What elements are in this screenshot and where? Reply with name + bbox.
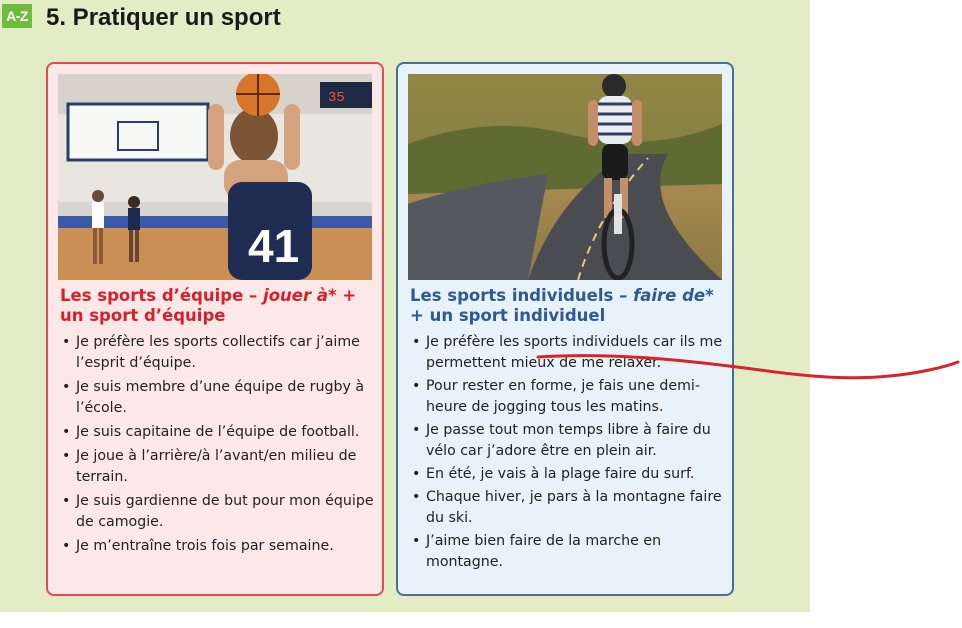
individual-sports-list	[410, 332, 728, 575]
list-item: • Pour rester en forme, je fais une demi-heure de jogging tous les matins.	[410, 376, 728, 418]
list-item: • Je préfère les sports collectifs car j’aime l’esprit d’équipe.	[60, 332, 378, 374]
list-item: • Je joue à l’arrière/à l’avant/en milieu de terrain.	[60, 446, 378, 488]
team-sports-list	[60, 332, 378, 560]
list-item: • Je suis capitaine de l’équipe de football.	[60, 422, 378, 443]
list-item: • Je suis membre d’une équipe de rugby à l’école.	[60, 377, 378, 419]
cyclist-photo	[408, 74, 722, 280]
list-item: • Je suis gardienne de but pour mon équipe de camogie.	[60, 491, 378, 533]
list-item: • Chaque hiver, je pars à la montagne faire du ski.	[410, 487, 728, 529]
glossary-badge: A-Z	[2, 4, 32, 28]
team-card-heading: Les sports d’équipe – jouer à* + un sport d’équipe	[60, 286, 357, 325]
list-item: • En été, je vais à la plage faire du surf.	[410, 464, 728, 485]
individual-sports-card	[396, 62, 734, 596]
team-sports-card	[46, 62, 384, 596]
individual-card-heading: Les sports individuels – faire de* + un sport individuel	[410, 286, 714, 325]
scoreboard-text: 35	[328, 90, 345, 106]
list-item: • Je préfère les sports individuels car ils me permettent mieux de me relaxer.	[410, 332, 728, 374]
list-item: • J’aime bien faire de la marche en montagne.	[410, 531, 728, 573]
basketball-photo	[58, 74, 372, 280]
section-title: 5. Pratiquer un sport	[46, 4, 281, 31]
list-item: • Je m’entraîne trois fois par semaine.	[60, 536, 378, 557]
jersey-number: 41	[248, 220, 300, 272]
list-item: • Je passe tout mon temps libre à faire du vélo car j’adore être en plein air.	[410, 420, 728, 462]
